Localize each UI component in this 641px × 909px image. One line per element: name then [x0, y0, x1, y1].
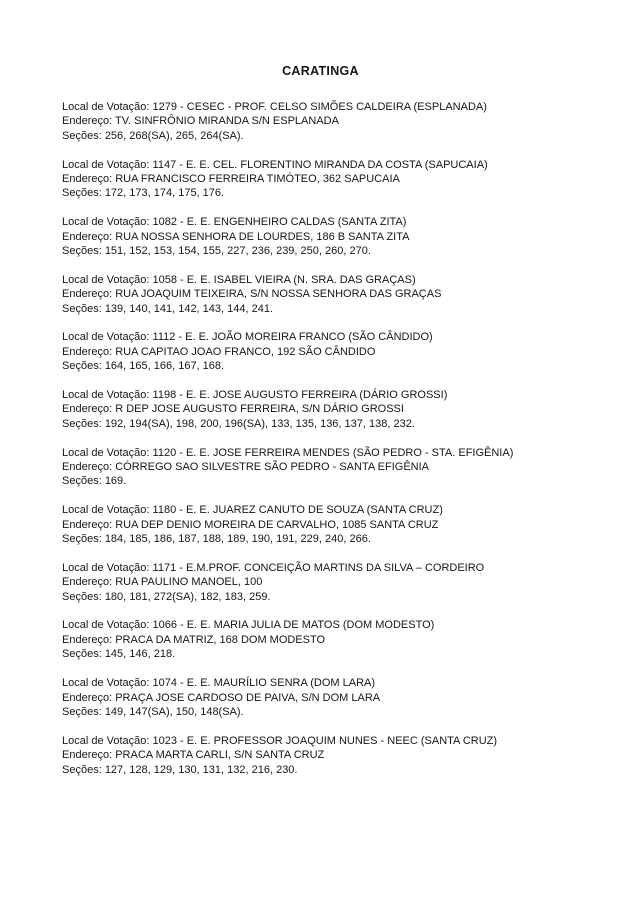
location-line — [62, 100, 590, 114]
address-label: Endereço: — [62, 576, 113, 589]
location-value: 1082 - E. E. ENGENHEIRO CALDAS (SANTA ZITA) — [152, 216, 407, 229]
sections-label: Seções: — [62, 590, 102, 603]
address-label: Endereço: — [62, 173, 113, 186]
page-title: CARATINGA — [282, 64, 359, 78]
sections-line — [62, 532, 590, 546]
location-line — [62, 388, 590, 402]
location-line — [62, 676, 590, 690]
sections-label: Seções: — [62, 533, 102, 546]
voting-location-block — [62, 734, 590, 777]
location-line — [62, 618, 590, 632]
location-line — [62, 158, 590, 172]
location-label: Local de Votação: — [62, 158, 150, 171]
location-line — [62, 330, 590, 344]
location-label: Local de Votação: — [62, 273, 150, 286]
sections-value: 145, 146, 218. — [104, 648, 176, 661]
location-label: Local de Votação: — [62, 331, 150, 344]
voting-location-block — [62, 446, 590, 489]
address-line — [62, 691, 590, 705]
location-label: Local de Votação: — [62, 619, 150, 632]
address-value: RUA CAPITAO JOAO FRANCO, 192 SÃO CÂNDIDO — [115, 345, 376, 358]
location-line — [62, 215, 590, 229]
sections-label: Seções: — [62, 417, 102, 430]
address-label: Endereço: — [62, 518, 113, 531]
address-label: Endereço: — [62, 633, 113, 646]
sections-value: 192, 194(SA), 198, 200, 196(SA), 133, 135, 136, 137, 138, 232. — [104, 417, 415, 430]
sections-value: 139, 140, 141, 142, 143, 144, 241. — [104, 302, 274, 315]
sections-line — [62, 244, 590, 258]
location-line — [62, 273, 590, 287]
sections-line — [62, 417, 590, 431]
location-value: 1058 - E. E. ISABEL VIEIRA (N. SRA. DAS GRAÇAS) — [152, 273, 416, 286]
address-line — [62, 575, 590, 589]
sections-line — [62, 647, 590, 661]
sections-line — [62, 705, 590, 719]
location-label: Local de Votação: — [62, 446, 150, 459]
voting-location-block — [62, 388, 590, 431]
location-value: 1074 - E. E. MAURÍLIO SENRA (DOM LARA) — [152, 677, 376, 690]
sections-label: Seções: — [62, 705, 102, 718]
address-value: RUA NOSSA SENHORA DE LOURDES, 186 B SANTA ZITA — [115, 230, 410, 243]
sections-label: Seções: — [62, 187, 102, 200]
location-value: 1198 - E. E. JOSE AUGUSTO FERREIRA (DÁRIO GROSSI) — [152, 389, 448, 402]
address-line — [62, 230, 590, 244]
address-value: RUA FRANCISCO FERREIRA TIMÓTEO, 362 SAPUCAIA — [115, 173, 400, 186]
sections-label: Seções: — [62, 129, 102, 142]
voting-location-block — [62, 503, 590, 546]
sections-value: 256, 268(SA), 265, 264(SA). — [104, 129, 244, 142]
address-line — [62, 114, 590, 128]
sections-value: 169. — [104, 475, 127, 488]
location-value: 1066 - E. E. MARIA JULIA DE MATOS (DOM MODESTO) — [152, 619, 435, 632]
sections-line — [62, 359, 590, 373]
sections-value: 127, 128, 129, 130, 131, 132, 216, 230. — [104, 763, 298, 776]
location-value: 1279 - CESEC - PROF. CELSO SIMÕES CALDEIRA (ESPLANADA) — [152, 101, 487, 113]
voting-location-block — [62, 330, 590, 373]
address-line — [62, 460, 590, 474]
voting-location-block — [62, 100, 590, 143]
address-line — [62, 287, 590, 301]
address-value: RUA PAULINO MANOEL, 100 — [115, 576, 263, 589]
sections-line — [62, 129, 590, 143]
address-line — [62, 172, 590, 186]
location-label: Local de Votação: — [62, 389, 150, 402]
sections-value: 151, 152, 153, 154, 155, 227, 236, 239, 250, 260, 270. — [104, 245, 371, 258]
sections-line — [62, 474, 590, 488]
location-label: Local de Votação: — [62, 561, 150, 574]
sections-line — [62, 590, 590, 604]
location-label: Local de Votação: — [62, 677, 150, 690]
location-value: 1112 - E. E. JOÃO MOREIRA FRANCO (SÃO CÂNDIDO) — [152, 331, 433, 344]
sections-line — [62, 763, 590, 777]
address-line — [62, 518, 590, 532]
location-value: 1120 - E. E. JOSE FERREIRA MENDES (SÃO PEDRO - STA. EFIGÊNIA) — [152, 446, 514, 459]
voting-locations-list — [62, 100, 590, 777]
location-label: Local de Votação: — [62, 101, 150, 113]
sections-label: Seções: — [62, 302, 102, 315]
location-line — [62, 561, 590, 575]
sections-label: Seções: — [62, 763, 102, 776]
sections-label: Seções: — [62, 475, 102, 488]
address-value: RUA DEP DENIO MOREIRA DE CARVALHO, 1085 SANTA CRUZ — [115, 518, 439, 531]
address-value: CÓRREGO SAO SILVESTRE SÃO PEDRO - SANTA EFIGÊNIA — [115, 461, 429, 474]
location-value: 1171 - E.M.PROF. CONCEIÇÃO MARTINS DA SILVA – CORDEIRO — [152, 561, 485, 574]
sections-label: Seções: — [62, 648, 102, 661]
address-label: Endereço: — [62, 230, 113, 243]
voting-location-block — [62, 561, 590, 604]
voting-location-block — [62, 273, 590, 316]
address-label: Endereço: — [62, 691, 113, 704]
location-line — [62, 446, 552, 460]
address-label: Endereço: — [62, 403, 113, 416]
location-line — [62, 503, 590, 517]
sections-line — [62, 186, 590, 200]
address-line — [62, 345, 590, 359]
address-value: PRAÇA JOSE CARDOSO DE PAIVA, S/N DOM LARA — [115, 691, 381, 704]
address-value: R DEP JOSE AUGUSTO FERREIRA, S/N DÁRIO GROSSI — [115, 403, 404, 416]
address-line — [62, 402, 590, 416]
address-label: Endereço: — [62, 749, 113, 762]
voting-location-block — [62, 676, 590, 719]
location-value: 1023 - E. E. PROFESSOR JOAQUIM NUNES - NEEC (SANTA CRUZ) — [152, 734, 498, 747]
sections-value: 149, 147(SA), 150, 148(SA). — [104, 705, 244, 718]
sections-label: Seções: — [62, 360, 102, 373]
location-value: 1180 - E. E. JUAREZ CANUTO DE SOUZA (SANTA CRUZ) — [152, 504, 443, 517]
location-label: Local de Votação: — [62, 734, 150, 747]
location-line — [62, 734, 590, 748]
address-line — [62, 748, 590, 762]
address-value: PRACA DA MATRIZ, 168 DOM MODESTO — [115, 633, 326, 646]
sections-value: 172, 173, 174, 175, 176. — [104, 187, 225, 200]
location-label: Local de Votação: — [62, 504, 150, 517]
voting-location-block — [62, 158, 590, 201]
address-value: RUA JOAQUIM TEIXEIRA, S/N NOSSA SENHORA DAS GRAÇAS — [115, 288, 442, 301]
sections-value: 180, 181, 272(SA), 182, 183, 259. — [104, 590, 271, 603]
address-label: Endereço: — [62, 345, 113, 358]
sections-value: 164, 165, 166, 167, 168. — [104, 360, 225, 373]
address-value: TV. SINFRÔNIO MIRANDA S/N ESPLANADA — [115, 115, 339, 128]
address-label: Endereço: — [62, 461, 113, 474]
voting-location-block — [62, 618, 590, 661]
voting-location-block — [62, 215, 590, 258]
location-label: Local de Votação: — [62, 216, 150, 229]
address-value: PRACA MARTA CARLI, S/N SANTA CRUZ — [115, 749, 325, 762]
address-label: Endereço: — [62, 115, 113, 128]
sections-label: Seções: — [62, 245, 102, 258]
location-value: 1147 - E. E. CEL. FLORENTINO MIRANDA DA COSTA (SAPUCAIA) — [152, 158, 488, 171]
address-line — [62, 633, 590, 647]
sections-value: 184, 185, 186, 187, 188, 189, 190, 191, 229, 240, 266. — [104, 533, 371, 546]
address-label: Endereço: — [62, 288, 113, 301]
sections-line — [62, 302, 590, 316]
